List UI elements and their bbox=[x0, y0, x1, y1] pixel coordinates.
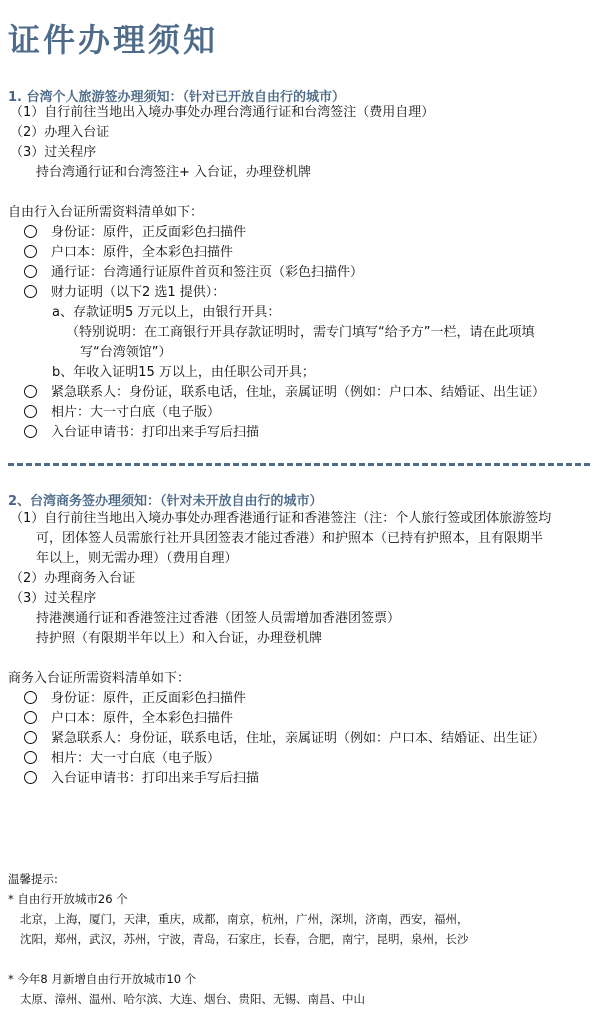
section1-step2: （2）办理入台证 bbox=[10, 125, 110, 140]
circle-bullet-icon bbox=[24, 405, 37, 418]
section1-step3: （3）过关程序 bbox=[10, 145, 97, 160]
page-title: 证件办理须知 bbox=[8, 21, 219, 59]
section2-step1-line3: 年以上，则无需办理）（费用自理） bbox=[36, 551, 238, 566]
section1-heading: 1. 台湾个人旅游签办理须知：（针对已开放自由行的城市） bbox=[8, 90, 346, 105]
tips-open-cities-line2: 沈阳，郑州，武汉，苏州，宁波，青岛，石家庄，长春，合肥，南宁，昆明，泉州，长沙 bbox=[20, 932, 469, 946]
section1-item-photo: 相片：大一寸白底（电子版） bbox=[24, 404, 220, 422]
section2-item-idcard: 身份证：原件，正反面彩色扫描件 bbox=[24, 690, 246, 708]
section2-step2: （2）办理商务入台证 bbox=[10, 571, 136, 586]
finance-note-line2: 写“台湾领馆”） bbox=[80, 345, 172, 360]
circle-bullet-icon bbox=[24, 425, 37, 438]
section2-step3: （3）过关程序 bbox=[10, 591, 97, 606]
section1-item-contact: 紧急联系人：身份证，联系电话，住址，亲属证明（例如：户口本、结婚证、出生证） bbox=[24, 384, 545, 402]
circle-bullet-icon bbox=[24, 385, 37, 398]
circle-bullet-icon bbox=[24, 731, 37, 744]
section1-list-title: 自由行入台证所需资料清单如下： bbox=[8, 205, 204, 220]
circle-bullet-icon bbox=[24, 711, 37, 724]
section2-step1-line2: 可，团体签人员需旅行社开具团签表才能过香港）和护照本（已持有护照本，且有限期半 bbox=[36, 531, 544, 546]
finance-option-b: b、年收入证明15 万以上，由任职公司开具； bbox=[52, 365, 315, 380]
circle-bullet-icon bbox=[24, 225, 37, 238]
finance-note-line1: （特别说明：在工商银行开具存款证明时，需专门填写“给予方”一栏，请在此项填 bbox=[66, 325, 535, 340]
section2-item-hukou: 户口本：原件，全本彩色扫描件 bbox=[24, 710, 233, 728]
section2-item-application: 入台证申请书：打印出来手写后扫描 bbox=[24, 770, 259, 788]
section2-item-contact: 紧急联系人：身份证，联系电话，住址，亲属证明（例如：户口本、结婚证、出生证） bbox=[24, 730, 545, 748]
section1-step3-detail: 持台湾通行证和台湾签注+ 入台证，办理登机牌 bbox=[36, 165, 312, 180]
tips-open-cities-title: * 自由行开放城市26 个 bbox=[8, 892, 128, 906]
circle-bullet-icon bbox=[24, 245, 37, 258]
section2-item-photo: 相片：大一寸白底（电子版） bbox=[24, 750, 220, 768]
tips-open-cities-line1: 北京，上海，厦门，天津，重庆，成都，南京，杭州，广州，深圳，济南，西安，福州， bbox=[20, 912, 469, 926]
circle-bullet-icon bbox=[24, 691, 37, 704]
tips-new-cities-title: * 今年8 月新增自由行开放城市10 个 bbox=[8, 972, 197, 986]
section1-item-application: 入台证申请书：打印出来手写后扫描 bbox=[24, 424, 259, 442]
tips-title: 温馨提示: bbox=[8, 872, 58, 886]
section1-step1: （1）自行前往当地出入境办事处办理台湾通行证和台湾签注（费用自理） bbox=[10, 105, 435, 120]
circle-bullet-icon bbox=[24, 751, 37, 764]
section1-item-permit: 通行证：台湾通行证原件首页和签注页（彩色扫描件） bbox=[24, 264, 363, 282]
finance-option-a: a、存款证明5 万元以上，由银行开具： bbox=[52, 305, 281, 320]
section1-item-hukou: 户口本：原件，全本彩色扫描件 bbox=[24, 244, 233, 262]
section2-list-title: 商务入台证所需资料清单如下： bbox=[8, 671, 191, 686]
circle-bullet-icon bbox=[24, 265, 37, 278]
circle-bullet-icon bbox=[24, 771, 37, 784]
section2-step1-line1: （1）自行前往当地出入境办事处办理香港通行证和香港签注（注：个人旅行签或团体旅游签均 bbox=[10, 511, 552, 526]
section1-item-finance: 财力证明（以下2 选1 提供）： bbox=[24, 284, 225, 302]
section2-step3-detail1: 持港澳通行证和香港签注过香港（团签人员需增加香港团签票） bbox=[36, 611, 401, 626]
section2-step3-detail2: 持护照（有限期半年以上）和入台证，办理登机牌 bbox=[36, 631, 323, 646]
section1-item-idcard: 身份证：原件，正反面彩色扫描件 bbox=[24, 224, 246, 242]
circle-bullet-icon bbox=[24, 285, 37, 298]
section2-heading: 2、台湾商务签办理须知：（针对未开放自由行的城市） bbox=[8, 494, 323, 509]
section-divider bbox=[8, 463, 590, 466]
tips-new-cities-line1: 太原、漳州、温州、哈尔滨、大连、烟台、贵阳、无锡、南昌、中山 bbox=[20, 992, 365, 1006]
